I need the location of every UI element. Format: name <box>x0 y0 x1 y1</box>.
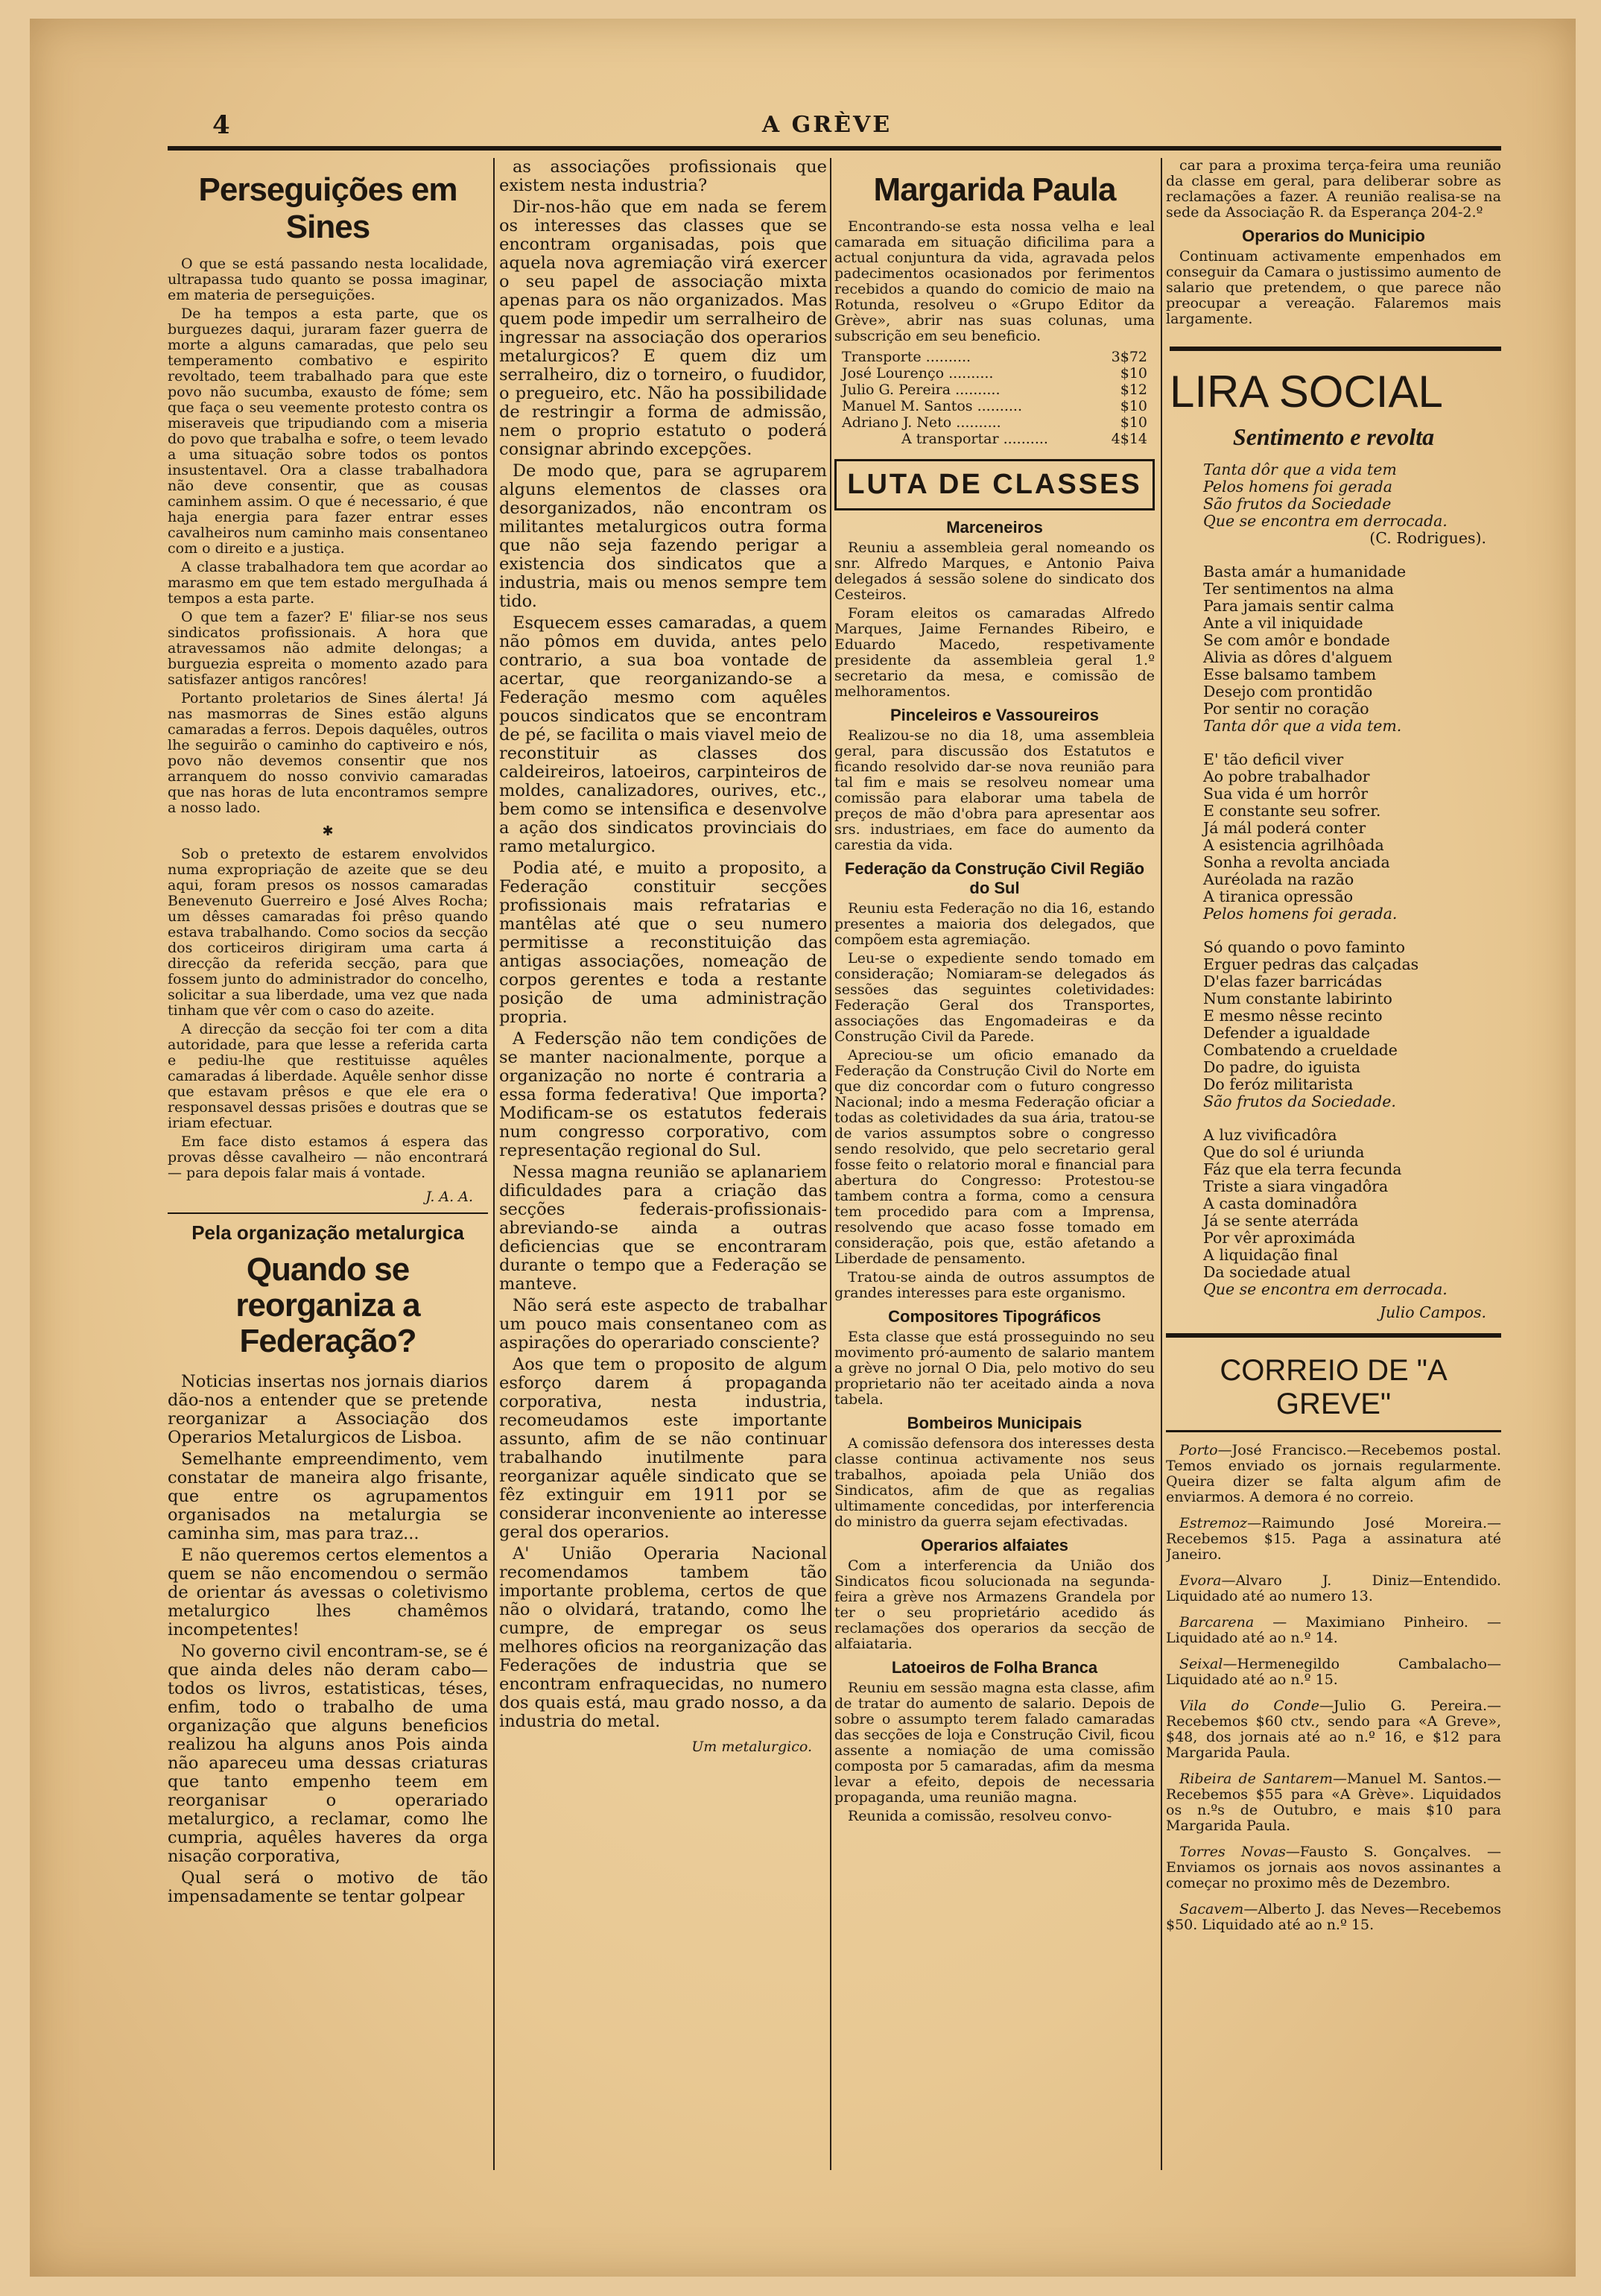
column-4 <box>1166 158 1501 2170</box>
paragraph: Reuniu em sessão magna esta classe, afim de tratar do aumento de salario. Depois de sobre o assumpto terem falado camaradas das secções de loja e Construção Civil, ficou assente a nomiação de uma comissão composta por 5 camaradas, afim da mesma levar a efeito, depois de necessaria propaganda, uma reunião magna. <box>834 1680 1155 1806</box>
entry-place: Evora <box>1179 1572 1222 1589</box>
entry-text: —Fausto S. Gonçalves. —Enviamos os jornais aos novos assinantes a começar no proximo mês de Dezembro. <box>1166 1844 1501 1891</box>
article-body <box>168 847 488 1181</box>
article-title: Quando se reorganiza a Federação? <box>235 1251 420 1359</box>
article-title: Margarida Paula <box>873 171 1116 208</box>
list-row <box>834 431 1155 447</box>
article-signature: Um metalurgico. <box>691 1739 812 1755</box>
paragraph: De modo que, para se agruparem alguns elementos de classes ora desorganizados, não encontram os militantes metalurgicos outra forma que não seja fazendo perigar a existencia dos sindicatos que a industria, mais ou menos sempre tem tido. <box>499 461 827 611</box>
correspondence-entry <box>1166 1771 1501 1834</box>
separator-ornament: ✱ <box>322 823 334 839</box>
paragraph: Com a interferencia da União dos Sindicatos ficou solucionada na segunda-feira a grève nos Armazens Grandela por ter o seu proprietário acedido ás reclamações dos operarios da secção de alfaiataria. <box>834 1557 1155 1652</box>
poem-line: Esse balsamo tambem <box>1203 665 1377 683</box>
entry-text: —Alberto J. das Neves—Recebemos $50. Liquidado até ao n.º 15. <box>1166 1901 1501 1933</box>
poem-line: Do feróz militarista <box>1203 1075 1354 1093</box>
section-kicker: Pela organização metalurgica <box>168 1212 488 1245</box>
poem-line: Que se encontra em derrocada. <box>1203 1280 1448 1298</box>
poem-author: Julio Campos. <box>1379 1303 1486 1321</box>
poem-line: Se com amôr e bondade <box>1203 631 1390 649</box>
article-intro: Encontrando-se esta nossa velha e leal camarada em situação dificilima para a actual conjuntura da vida, agravada pelos padecimentos ocasionados por ferimentos recebidos a quando do comicio de maio na Rotunda, resolveu o «Grupo Editor da Grève», abrir nas suas colunas, uma subscrição em seu beneficio. <box>834 218 1155 344</box>
paragraph: Esquecem esses camaradas, a quem não pômos em duvida, antes pelo contrario, a sua boa vontade de acertar, que reorganizando-se a Federação mesmo com aquêles poucos sindicatos que se encontram de pé, se facilita o mais viavel meio de reconstituir as classes dos caldeireiros, latoeiros, carpinteiros de moldes, canalizadores, ourives, etc., bem como se intensifica e desenvolve a ação dos sindicatos provinciais do ramo metalurgico. <box>499 613 827 856</box>
poem-line: São frutos da Sociedade <box>1203 495 1392 513</box>
entry-place: Seixal <box>1179 1656 1223 1672</box>
poem-line: Tanta dôr que a vida tem <box>1203 461 1397 478</box>
list-amount: $10 <box>1120 398 1147 414</box>
paragraph: Realizou-se no dia 18, uma assembleia geral, para discussão dos Estatutos e ficando resolvido dar-se nova reunião para tal fim e mais se resolveu nomear uma comissão para elaborar uma tabela de preços de mão d'obra para apresentar aos srs. industriaes, em face do aumento da carestia da vida. <box>834 727 1155 853</box>
paragraph: Tratou-se ainda de outros assumptos de grandes interesses para este organismo. <box>834 1269 1155 1301</box>
poem-line: Fáz que ela terra fecunda <box>1203 1160 1402 1178</box>
entry-text: —Julio G. Pereira.—Recebemos $60 ctv., sendo para «A Greve», $48, dos jornais até ao n.º 16, e $12 para Margarida Paula. <box>1166 1698 1501 1761</box>
poem-line: Que do sol é uriunda <box>1203 1143 1365 1161</box>
paragraph: Portanto proletarios de Sines álerta! Já nas masmorras de Sines estão alguns camaradas a ferros. Depois daquêles, outros lhe seguirão o caminho do captiveiro e nós, povo não devemos consentir que nos arranquem do nosso convivio camaradas que nas horas de luta encontramos sempre a nosso lado. <box>168 690 488 816</box>
paragraph: A Federsção não tem condições de se manter nacionalmente, porque a organização no norte é contraria a essa forma federativa! Que importa? Modificam-se os estatutos federais num congresso corporativo, com representação regional do Sul. <box>499 1029 827 1160</box>
poem-line: Desejo com prontidão <box>1203 683 1373 700</box>
poem-line: E mesmo nêsse recinto <box>1203 1007 1383 1025</box>
entry-place: Estremoz <box>1179 1515 1248 1531</box>
entry-place: Vila do Conde <box>1179 1698 1320 1714</box>
poem-line: Ao pobre trabalhador <box>1203 768 1370 785</box>
column-divider <box>830 158 831 2170</box>
paragraph: Semelhante empreendimento, vem constatar de maneira algo frisante, que entre os agrupamentos organisados na metalurgia se caminha sim, mas para traz... <box>168 1449 488 1543</box>
paragraph: O que se está passando nesta localidade, ultrapassa tudo quanto se possa imaginar, em materia de perseguições. <box>168 256 488 303</box>
entry-text: —Hermenegildo Cambalacho—Liquidado até ao n.º 15. <box>1166 1656 1501 1688</box>
correspondence-entry <box>1166 1615 1501 1646</box>
entry-place: Sacavem <box>1179 1901 1244 1917</box>
poem-line: A tiranica opressão <box>1203 888 1354 905</box>
poem-line: Pelos homens foi gerada <box>1203 478 1392 496</box>
newspaper-title: A GRÈVE <box>761 112 893 138</box>
entry-place: Ribeira de Santarem <box>1179 1771 1334 1787</box>
poem-line: Ter sentimentos na alma <box>1203 580 1394 598</box>
poem-line: Por vêr aproximáda <box>1203 1229 1356 1247</box>
list-amount: $10 <box>1120 414 1147 431</box>
paragraph: O que tem a fazer? E' filiar-se nos seus sindicatos profissionais. A hora que atravessamos não admite delongas; a burguezia espreita o momento azado para satisfazer antigos rancôres! <box>168 609 488 688</box>
poem-line: Num constante labirinto <box>1203 990 1392 1008</box>
list-amount: $10 <box>1120 365 1147 382</box>
news-heading: Federação da Construção Civil Região do Sul <box>844 859 1145 897</box>
poem-line: A luz vivificadôra <box>1203 1126 1337 1144</box>
article-title: Perseguições em Sines <box>198 171 457 245</box>
poem-line: Pelos homens foi gerada. <box>1203 905 1398 923</box>
poem <box>1166 461 1501 1321</box>
paragraph: De ha tempos a esta parte, que os burguezes daqui, juraram fazer guerra de morte a alguns camaradas, que pelo seu temperamento combativo e espirito revoltado, teem trabalhado para que este povo não sucumba, exausto de fóme; sem que faça o seu veemente protesto contra os miseraveis que tripudiando com a miseria do povo que trabalha e sofre, o teem levado a uma situação sobre todos os pontos insustentavel. Ora a classe trabalhadora não deve consentir, que as cousas caminhem assim. O que é necessario, é que haja energia para fazer entrar esses cavalheiros num caminho mais consentaneo com o direito e a justiça. <box>168 306 488 557</box>
epigraph-author: (C. Rodrigues). <box>1369 529 1486 547</box>
poem-line: E constante seu sofrer. <box>1203 802 1381 820</box>
list-row <box>834 414 1155 431</box>
list-amount: 4$14 <box>1111 431 1147 447</box>
poem-stanza <box>1203 1127 1501 1298</box>
entry-text: — Maximiano Pinheiro. — Liquidado até ao n.º 14. <box>1166 1614 1501 1646</box>
paragraph: A classe trabalhadora tem que acordar ao marasmo em que tem estado merguIhada á tempos a esta parte. <box>168 559 488 607</box>
poem-line: E' tão deficil viver <box>1203 750 1344 768</box>
paragraph: A' União Operaria Nacional recomendamos tambem tão importante problema, certos de que não o olvidará, tratando, como lhe cumpre, de empregar os seus melhores oficios na reorganização das Federações de industria que se encontram enfraquecidas, no numero dos quais está, mau grado nosso, a da industria do metal. <box>499 1544 827 1731</box>
poem-line: Tanta dôr que a vida tem. <box>1203 717 1402 735</box>
news-heading: Operarios do Municipio <box>1242 227 1425 245</box>
section-title: LIRA SOCIAL <box>1170 347 1501 417</box>
poem-line: São frutos da Sociedade. <box>1203 1092 1396 1110</box>
poem-line: Já se sente aterráda <box>1203 1212 1359 1230</box>
correspondence-entry <box>1166 1657 1501 1688</box>
paragraph: Foram eleitos os camaradas Alfredo Marques, Jaime Fernandes Ribeiro, e Eduardo Macedo, respetivamente presidente da assembleia geral 1.º secretario da mesa, e comissão de melhoramentos. <box>834 605 1155 700</box>
paragraph: as associações profissionais que existem nesta industria? <box>499 158 827 195</box>
subscription-list <box>834 349 1155 447</box>
correspondence-entry <box>1166 1844 1501 1891</box>
paragraph: Dir-nos-hão que em nada se ferem os interesses das classes que se encontram organisadas, pois que aquela nova agremiação virá exercer o seu papel de associação mixta apenas para os não organizados. Mas quem pode impedir um serralheiro de ingressar na associação dos operarios metalurgicos? E quem diz um serralheiro, diz o torneiro, o fuudidor, o pregueiro, etc. Não ha possibilidade de restringir a forma de admissão, nem o proprio estatuto o poderá consignar abrindo excepções. <box>499 197 827 459</box>
paragraph: Reunida a comissão, resolveu convo- <box>848 1808 1112 1824</box>
poem-line: Defender a igualdade <box>1203 1024 1371 1042</box>
column-divider <box>493 158 495 2170</box>
news-heading: Latoeiros de Folha Branca <box>891 1658 1098 1677</box>
poem-line: Só quando o povo faminto <box>1203 938 1405 956</box>
paragraph: Apreciou-se um oficio emanado da Federação da Construção Civil do Norte em que diz concordar com o futuro congresso Nacional; indo a mesma Federação oficiar a todas as coletividades da sua ária, tratou-se de varios assumptos sobre o congresso sendo resolvido, que pelo secretario geral fosse feito o relatorio moral e financial para abertura do Congresso: Protestou-se tambem contra a forma, como a censura tem procedido para com a Imprensa, resolvendo que acaso fosse tomado em consideração, pois que, estão afetando a Liberdade de pensamento. <box>834 1047 1155 1267</box>
list-row <box>834 382 1155 398</box>
poem-line: Por sentir no coração <box>1203 700 1369 718</box>
correspondence-entry <box>1166 1573 1501 1604</box>
news-heading: Bombeiros Municipais <box>907 1414 1082 1432</box>
paragraph: Reuniu esta Federação no dia 16, estando presentes a maioria dos delegados, que compõem esta agremiação. <box>834 900 1155 948</box>
list-row <box>834 365 1155 382</box>
list-name: Adriano J. Neto .......... <box>842 414 1001 431</box>
paragraph: Em face disto estamos á espera das provas dêsse cavalheiro — não encontrará — para depois falar mais á vontade. <box>168 1133 488 1181</box>
paragraph: Aos que tem o proposito de algum esforço darem á propaganda corporativa, nesta industria, recomeudamos este importante assunto, afim de se não continuar trabalhando inutilmente para reorganizar aquêle sindicato que se fêz extinguir em 1911 por se considerar inconveniente ao interesse geral dos operarios. <box>499 1355 827 1542</box>
poem-line: Sonha a revolta anciada <box>1203 853 1390 871</box>
header-rule <box>168 146 1501 151</box>
list-name: Julio G. Pereira .......... <box>842 382 1001 398</box>
paragraph: Leu-se o expediente sendo tomado em consideração; Nomiaram-se delegados ás sessões das seguintes coletividades: Federação Geral dos Transportes, associações das Engomadeiras e da Construção Civil da Parede. <box>834 950 1155 1045</box>
list-name: A transportar .......... <box>901 431 1048 447</box>
poem-line: Do padre, do iguista <box>1203 1058 1361 1076</box>
poem-line: A liquidação final <box>1203 1246 1338 1264</box>
news-heading: Marceneiros <box>946 518 1043 537</box>
list-name: Manuel M. Santos .......... <box>842 398 1022 414</box>
column-3 <box>834 158 1155 2170</box>
paragraph: Reuniu a assembleia geral nomeando os snr. Alfredo Marques, e Antonio Paiva delegados á sessão solene do sindicato dos Cesteiros. <box>834 540 1155 603</box>
news-heading: Compositores Tipográficos <box>888 1307 1101 1326</box>
paragraph: Noticias insertas nos jornais diarios dão-nos a entender que se pretende reorganizar a Associação dos Operarios Metalurgicos de Lisboa. <box>168 1372 488 1447</box>
poem-line: Para jamais sentir calma <box>1203 597 1395 615</box>
poem-title: Sentimento e revolta <box>1232 423 1435 450</box>
paragraph: No governo civil encontram-se, se é que ainda deles não deram cabo—todos os livros, estatisticas, téses, enfim, todo o trabalho de uma organização que alguns beneficios realizou ha alguns anos Pois ainda não apareceu uma dessas criaturas que tanto empenho teem em reorganisar o operariado metalurgico, a reclamar, como lhe cumpria, aquêles haveres da orga nisação corporativa, <box>168 1642 488 1866</box>
poem-line: Combatendo a crueldade <box>1203 1041 1398 1059</box>
list-amount: $12 <box>1120 382 1147 398</box>
poem-epigraph <box>1203 461 1501 547</box>
poem-line: Da sociedade atual <box>1203 1263 1351 1281</box>
section-banner: LUTA DE CLASSES <box>834 459 1155 510</box>
article-body <box>168 1373 488 1906</box>
poem-stanza <box>1203 751 1501 923</box>
correspondence-list <box>1166 1443 1501 1933</box>
poem-line: Já mál poderá conter <box>1203 819 1366 837</box>
list-row <box>834 349 1155 365</box>
article-body: car para a proxima terça-feira uma reunião da classe em geral, para deliberar sobre as reclamações a fazer. A reunião realisa-se na sede da Associação R. da Esperança 204-2.º <box>1166 158 1501 221</box>
column-divider <box>1161 158 1162 2170</box>
news-heading: Pinceleiros e Vassoureiros <box>890 706 1100 724</box>
paragraph: Nessa magna reunião se aplanariem dificuldades para a criação das secções federais-profissionais-abreviando-se ainda a outras deficiencias que se encontraram durante o tempo que a Federação se manteve. <box>499 1163 827 1294</box>
entry-text: —José Francisco.—Recebemos postal. Temos enviado os jornais regularmente. Queira dizer se falta algum afim de enviarmos. A demora é no correio. <box>1166 1442 1501 1505</box>
paragraph: Qual será o motivo de tão impensadamente se tentar golpear <box>168 1868 488 1906</box>
entry-text: —Manuel M. Santos.—Recebemos $55 para «A Grève». Liquidados os n.ºs de Outubro, e mais $10 para Margarida Paula. <box>1166 1771 1501 1834</box>
poem-line: Triste a siara vingadôra <box>1203 1177 1389 1195</box>
poem-stanza <box>1203 939 1501 1110</box>
paragraph: A comissão defensora dos interesses desta classe continua activamente nos seus trabalhos, apoiada pela União dos Sindicatos, afim de que as regalias ultimamente concedidas, por interferencia do ministro da guerra sejam efectivadas. <box>834 1435 1155 1530</box>
poem-line: Alivia as dôres d'alguem <box>1203 648 1392 666</box>
correspondence-entry <box>1166 1516 1501 1563</box>
poem-line: Auréolada na razão <box>1203 870 1354 888</box>
paragraph: Esta classe que está prosseguindo no seu movimento pró-aumento de salario mantem a grève no jornal O Dia, pelo motivo do seu proprietario não ter aceitado ainda a nova tabela. <box>834 1329 1155 1408</box>
correspondence-entry <box>1166 1698 1501 1761</box>
article-body <box>499 158 827 1731</box>
paragraph: Podia até, e muito a proposito, a Federação constituir secções profissionais mais refratarias e mantêlas até que o seu numero permitisse a reconstituição das antigas associações, nomeação de corpos gerentes e toda a restante posição de uma administração propria. <box>499 858 827 1027</box>
paragraph: Sob o pretexto de estarem envolvidos numa expropriação de azeite que se deu aqui, foram presos os nossos camaradas Benevenuto Guerreiro e José Alves Rocha; um dêsses camaradas foi prêso quando estava trabalhando. Como socios da secção dos corticeiros dirigiram uma carta á direcção da referida secção, para que fossem junto do administrador do concelho, solicitar a sua liberdade, uma vez que nada tinham que vêr com o caso do azeite. <box>168 846 488 1019</box>
poem-line: D'elas fazer barricádas <box>1203 973 1383 990</box>
paragraph: A direcção da secção foi ter com a dita autoridade, para que lesse a referida carta e pediu-lhe que restituisse aquêles camaradas á liberdade. Aquêle senhor disse que estavam prêsos e que ele era o responsavel dessas prisões e doutras que se iriam efectuar. <box>168 1021 488 1131</box>
article-signature: J. A. A. <box>425 1189 473 1205</box>
correspondence-entry <box>1166 1443 1501 1505</box>
poem-line: Sua vida é um horrôr <box>1203 785 1369 803</box>
page-number: 4 <box>212 110 230 140</box>
list-amount: 3$72 <box>1111 349 1147 365</box>
poem-line: A esistencia agrilhôada <box>1203 836 1384 854</box>
entry-text: —Raimundo José Moreira.—Recebemos $15. Paga a assinatura até Janeiro. <box>1166 1515 1501 1563</box>
poem-stanza <box>1203 563 1501 735</box>
article-body <box>168 256 488 816</box>
news-heading: Operarios alfaiates <box>920 1536 1069 1555</box>
correspondence-entry <box>1166 1902 1501 1933</box>
paragraph: E não queremos certos elementos a quem se não encomendou o sermão de orientar ás avessas o coletivismo metalurgico lhes chamêmos incompetentes! <box>168 1546 488 1639</box>
section-title: CORREIO DE "A GREVE" <box>1166 1333 1501 1432</box>
poem-line: Ante a vil iniquidade <box>1203 614 1363 632</box>
entry-place: Barcarena <box>1179 1614 1255 1631</box>
list-name: José Lourenço .......... <box>842 365 994 382</box>
paragraph: Não será este aspecto de trabalhar um pouco mais consentaneo com as aspirações do operariado consciente? <box>499 1296 827 1353</box>
list-name: Transporte .......... <box>842 349 971 365</box>
entry-place: Porto <box>1179 1442 1218 1458</box>
column-1 <box>168 158 488 2170</box>
entry-text: —Alvaro J. Diniz—Entendido. Liquidado até ao numero 13. <box>1166 1572 1501 1604</box>
poem-line: A casta dominadôra <box>1203 1195 1357 1212</box>
poem-line: Erguer pedras das calçadas <box>1203 955 1419 973</box>
column-2 <box>499 158 827 2170</box>
article-body: Continuam activamente empenhados em conseguir da Camara o justissimo aumento de salario que pretendem, o que parece não preocupar a vereação. Falaremos mais largamente. <box>1166 248 1501 327</box>
poem-line: Basta amár a humanidade <box>1203 563 1407 581</box>
poem-line: Que se encontra em derrocada. <box>1203 512 1448 530</box>
news-items <box>834 518 1155 1824</box>
list-row <box>834 398 1155 414</box>
entry-place: Torres Novas <box>1179 1844 1286 1860</box>
